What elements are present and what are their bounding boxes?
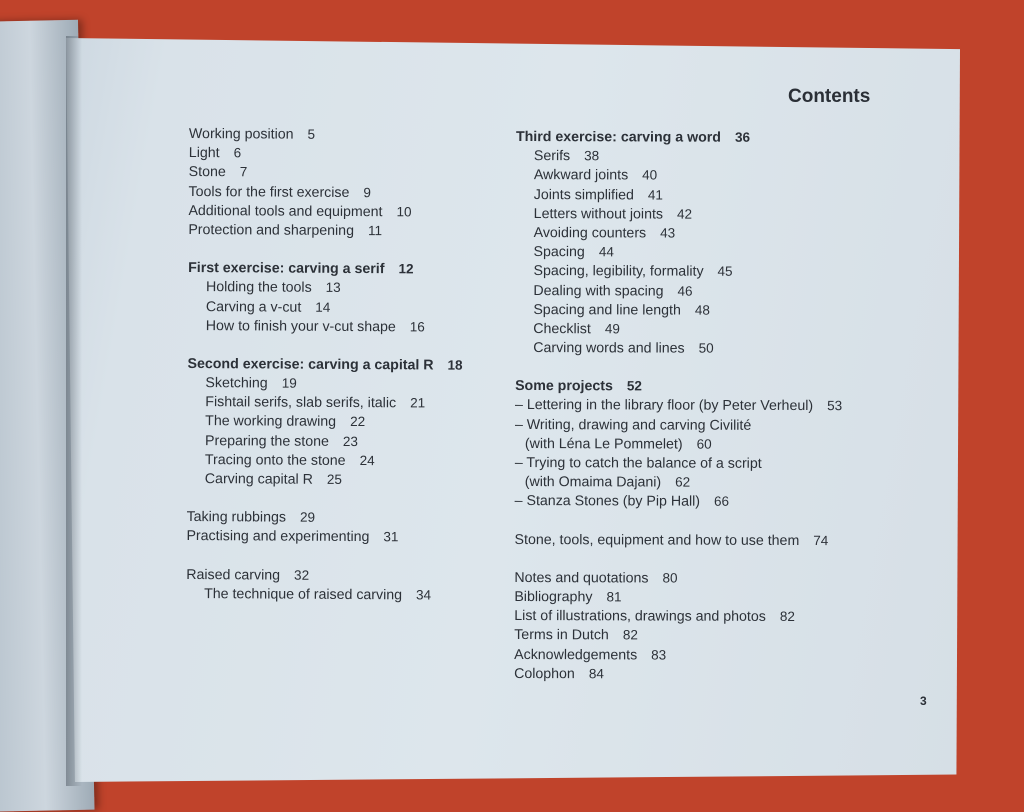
toc-entry-label: Working position (189, 126, 294, 143)
toc-entry (515, 530, 842, 550)
toc-entry-label: How to finish your v-cut shape (206, 318, 396, 335)
spine-shadow (66, 36, 82, 786)
toc-entry (514, 606, 841, 626)
toc-entry (515, 491, 842, 511)
toc-entry-label: Awkward joints (534, 167, 628, 183)
toc-entry (514, 664, 841, 684)
toc-entry (516, 223, 843, 243)
toc-entry (516, 165, 843, 185)
toc-entry-label: Taking rubbings (187, 509, 286, 526)
toc-entry (189, 143, 464, 164)
toc-entry-page: 14 (315, 299, 330, 314)
toc-entry (188, 296, 463, 317)
toc-entry-label: Protection and sharpening (188, 222, 354, 239)
toc-entry-label: Carving words and lines (533, 340, 684, 357)
page-number: 3 (920, 694, 927, 708)
toc-entry-label: Carving capital R (205, 471, 313, 488)
toc-entry-label: Carving a v-cut (206, 299, 302, 316)
toc-entry-page: 46 (678, 283, 693, 298)
toc-entry-page: 83 (651, 647, 666, 662)
toc-entry (515, 415, 842, 435)
toc-entry-page: 81 (606, 589, 621, 604)
toc-entry-label: (with Léna Le Pommelet) (525, 436, 683, 453)
toc-entry (516, 242, 843, 262)
toc-entry (516, 146, 843, 166)
toc-entry-page: 32 (294, 567, 309, 582)
toc-entry (188, 258, 463, 279)
toc-entry (187, 373, 462, 394)
toc-entry (515, 261, 842, 281)
toc-entry (186, 584, 461, 605)
toc-entry (186, 526, 461, 547)
toc-entry-page: 84 (589, 666, 604, 681)
toc-entry (188, 316, 463, 337)
toc-entry-page: 60 (697, 436, 712, 451)
toc-entry-page: 52 (627, 379, 642, 394)
toc-entry-label: Spacing, legibility, formality (533, 263, 703, 280)
toc-entry-page: 18 (448, 357, 463, 372)
toc-entry-label: Some projects (515, 378, 613, 394)
toc-entry-page: 48 (695, 302, 710, 317)
toc-entry (514, 568, 841, 588)
toc-entry-label: Raised carving (186, 567, 280, 584)
toc-entry-page: 11 (368, 223, 382, 238)
toc-entry (188, 277, 463, 298)
toc-entry-label: Acknowledgements (514, 646, 637, 662)
toc-entry-label: Spacing and line length (533, 302, 681, 319)
toc-entry-label: Checklist (533, 321, 591, 337)
toc-entry-page: 22 (350, 414, 365, 429)
toc-entry-label: Tracing onto the stone (205, 452, 346, 469)
toc-entry-label: Terms in Dutch (514, 627, 609, 643)
toc-entry (187, 469, 462, 490)
toc-entry-label: List of illustrations, drawings and photos (514, 608, 766, 625)
toc-entry (187, 354, 462, 375)
toc-entry (187, 507, 462, 528)
toc-entry-page: 43 (660, 225, 675, 240)
toc-entry-page: 80 (662, 570, 677, 585)
toc-entry-label: Letters without joints (534, 206, 663, 222)
toc-entry-page: 9 (363, 185, 371, 200)
toc-entry-page: 19 (282, 376, 297, 391)
toc-entry-label: Notes and quotations (514, 570, 648, 586)
toc-entry-page: 24 (360, 453, 375, 468)
toc-entry-label: Fishtail serifs, slab serifs, italic (205, 394, 396, 411)
toc-entry (189, 182, 464, 203)
toc-entry (186, 565, 461, 586)
toc-entry-page: 53 (827, 399, 842, 414)
toc-entry (515, 319, 842, 339)
toc-entry-page: 5 (308, 127, 316, 142)
toc-entry-page: 10 (396, 204, 411, 219)
toc-entry-label: Holding the tools (206, 279, 312, 296)
toc-entry (516, 185, 843, 205)
toc-entry-page: 36 (735, 130, 750, 145)
toc-entry-label: First exercise: carving a serif (188, 260, 384, 277)
toc-entry-page: 29 (300, 510, 315, 525)
toc-entry (515, 300, 842, 320)
contents-left-column (186, 124, 464, 605)
toc-entry-label: Second exercise: carving a capital R (187, 356, 433, 374)
toc-entry-page: 25 (327, 472, 342, 487)
toc-entry-page: 7 (240, 165, 248, 180)
toc-entry-label: The technique of raised carving (204, 586, 402, 603)
toc-entry-page: 50 (699, 341, 714, 356)
toc-entry-page: 74 (813, 533, 828, 548)
toc-entry (514, 587, 841, 607)
toc-entry-label: Sketching (205, 375, 267, 391)
toc-entry-label: – Lettering in the library floor (by Peter Verheul) (515, 397, 813, 414)
toc-entry-page: 12 (398, 261, 413, 276)
page-title: Contents (788, 86, 870, 108)
toc-entry-label: Third exercise: carving a word (516, 129, 721, 146)
toc-entry (515, 338, 842, 358)
toc-entry-page: 42 (677, 206, 692, 221)
toc-entry-page: 44 (599, 244, 614, 259)
toc-entry-label: – Writing, drawing and carving Civilité (515, 417, 751, 434)
toc-entry-label: Preparing the stone (205, 433, 329, 450)
toc-entry-page: 45 (718, 264, 733, 279)
toc-entry (514, 625, 841, 645)
toc-entry-label: – Stanza Stones (by Pip Hall) (515, 493, 700, 510)
toc-entry (189, 124, 464, 145)
toc-entry-label: (with Omaima Dajani) (525, 474, 661, 490)
toc-entry (515, 434, 842, 454)
toc-entry (187, 431, 462, 452)
toc-entry-page: 31 (383, 530, 398, 545)
toc-entry-page: 13 (326, 280, 341, 295)
toc-entry (515, 472, 842, 492)
toc-entry-label: Serifs (534, 148, 570, 164)
toc-entry-label: Tools for the first exercise (189, 184, 350, 201)
toc-entry (187, 450, 462, 471)
toc-entry (514, 644, 841, 664)
toc-entry-label: Additional tools and equipment (188, 203, 382, 220)
toc-entry-label: Stone (189, 164, 226, 180)
toc-entry-label: Joints simplified (534, 187, 634, 203)
toc-entry (187, 392, 462, 413)
toc-entry (515, 395, 842, 415)
toc-entry-label: Colophon (514, 666, 575, 682)
toc-entry-page: 40 (642, 168, 657, 183)
toc-entry-page: 6 (234, 145, 242, 160)
toc-entry-page: 16 (410, 319, 425, 334)
toc-entry (515, 453, 842, 473)
toc-entry (516, 204, 843, 224)
toc-entry-page: 21 (410, 396, 425, 411)
toc-entry (188, 220, 463, 241)
toc-entry (188, 201, 463, 222)
toc-entry-page: 62 (675, 475, 690, 490)
toc-entry-page: 23 (343, 434, 358, 449)
toc-entry-label: The working drawing (205, 414, 336, 431)
toc-entry-page: 49 (605, 321, 620, 336)
toc-entry (515, 280, 842, 300)
contents-right-column (514, 127, 843, 684)
toc-entry-page: 66 (714, 494, 729, 509)
toc-entry-page: 82 (623, 628, 638, 643)
toc-entry (187, 411, 462, 432)
toc-entry-label: Light (189, 145, 220, 161)
toc-entry-label: Bibliography (514, 589, 592, 605)
toc-entry (515, 376, 842, 396)
toc-entry-label: Avoiding counters (534, 225, 647, 241)
toc-entry (516, 127, 843, 147)
toc-entry-label: – Trying to catch the balance of a script (515, 455, 762, 472)
toc-entry-page: 41 (648, 187, 663, 202)
toc-entry-page: 82 (780, 609, 795, 624)
toc-entry-page: 38 (584, 148, 599, 163)
toc-entry-label: Practising and experimenting (186, 528, 369, 545)
toc-entry-label: Spacing (534, 244, 585, 260)
toc-entry-page: 34 (416, 587, 431, 602)
toc-entry-label: Stone, tools, equipment and how to use them (515, 532, 800, 549)
toc-entry (189, 162, 464, 183)
toc-entry-label: Dealing with spacing (533, 283, 663, 299)
